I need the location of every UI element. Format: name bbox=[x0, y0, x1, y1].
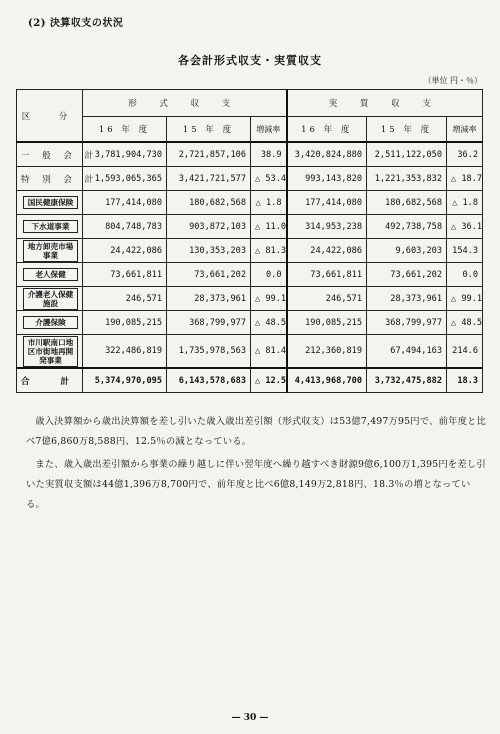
row-label: 介護保険 bbox=[23, 316, 78, 329]
total-formal-rate: △ 12.5 bbox=[251, 368, 287, 393]
cell-formal-y16: 190,085,215 bbox=[83, 311, 167, 335]
total-real-y16: 4,413,968,700 bbox=[287, 368, 367, 393]
cell-real-y15: 28,373,961 bbox=[367, 287, 447, 311]
row-label-cell bbox=[17, 215, 83, 239]
cell-real-y15: 9,603,203 bbox=[367, 239, 447, 263]
header-formal-y15: 15 年 度 bbox=[167, 117, 251, 143]
unit-label: （単位 円・％） bbox=[423, 76, 482, 85]
cell-real-rate: 36.2 bbox=[447, 142, 483, 167]
header-real-y15: 15 年 度 bbox=[367, 117, 447, 143]
total-real-y15: 3,732,475,882 bbox=[367, 368, 447, 393]
cell-real-y15: 2,511,122,050 bbox=[367, 142, 447, 167]
cell-formal-rate: △ 99.1 bbox=[251, 287, 287, 311]
cell-formal-rate: 0.0 bbox=[251, 263, 287, 287]
total-formal-y16: 5,374,970,095 bbox=[83, 368, 167, 393]
total-label: 合 計 bbox=[17, 368, 83, 393]
table-row bbox=[17, 335, 483, 369]
cell-real-y16: 993,143,820 bbox=[287, 167, 367, 191]
total-formal-y15: 6,143,578,683 bbox=[167, 368, 251, 393]
paragraph-formal: 歳入決算額から歳出決算額を差し引いた歳入歳出差引額（形式収支）は53億7,497万95円で、前年度と比べ7億6,860万8,588円、12.5％の減となっている。 bbox=[26, 416, 487, 448]
cell-formal-y15: 73,661,202 bbox=[167, 263, 251, 287]
cell-real-y16: 190,085,215 bbox=[287, 311, 367, 335]
table-row bbox=[17, 167, 483, 191]
cell-formal-y16: 73,661,811 bbox=[83, 263, 167, 287]
cell-formal-y16: 246,571 bbox=[83, 287, 167, 311]
total-row bbox=[17, 368, 483, 393]
cell-formal-y15: 368,799,977 bbox=[167, 311, 251, 335]
cell-formal-rate: △ 81.3 bbox=[251, 239, 287, 263]
cell-formal-y16: 1,593,065,365 bbox=[83, 167, 167, 191]
cell-formal-y16: 24,422,086 bbox=[83, 239, 167, 263]
row-label: 下水道事業 bbox=[23, 220, 78, 233]
header-real-rate: 増減率 bbox=[447, 117, 483, 143]
header-formal-rate: 増減率 bbox=[251, 117, 287, 143]
cell-real-rate: △ 1.8 bbox=[447, 191, 483, 215]
cell-formal-rate: △ 1.8 bbox=[251, 191, 287, 215]
cell-real-y16: 73,661,811 bbox=[287, 263, 367, 287]
cell-formal-rate: △ 81.4 bbox=[251, 335, 287, 369]
balance-table bbox=[16, 89, 483, 393]
row-label-cell bbox=[17, 191, 83, 215]
cell-formal-rate: △ 48.5 bbox=[251, 311, 287, 335]
page-number: — 30 — bbox=[231, 713, 269, 723]
table-row bbox=[17, 239, 483, 263]
section-title: (2) 決算収支の状況 bbox=[28, 18, 124, 29]
cell-real-rate: 0.0 bbox=[447, 263, 483, 287]
cell-formal-y15: 130,353,203 bbox=[167, 239, 251, 263]
table-row bbox=[17, 191, 483, 215]
header-formal-y16: 16 年 度 bbox=[83, 117, 167, 143]
cell-real-rate: △ 99.1 bbox=[447, 287, 483, 311]
cell-real-y16: 3,420,824,880 bbox=[287, 142, 367, 167]
table-row bbox=[17, 287, 483, 311]
cell-formal-y16: 804,748,783 bbox=[83, 215, 167, 239]
table-row bbox=[17, 215, 483, 239]
cell-formal-y15: 903,872,103 bbox=[167, 215, 251, 239]
row-label-cell bbox=[17, 263, 83, 287]
table-row bbox=[17, 263, 483, 287]
cell-real-y16: 246,571 bbox=[287, 287, 367, 311]
cell-formal-y15: 180,682,568 bbox=[167, 191, 251, 215]
cell-formal-y16: 322,486,819 bbox=[83, 335, 167, 369]
row-label-cell bbox=[17, 287, 83, 311]
cell-real-y15: 67,494,163 bbox=[367, 335, 447, 369]
cell-real-rate: △ 18.7 bbox=[447, 167, 483, 191]
cell-real-y15: 73,661,202 bbox=[367, 263, 447, 287]
header-category: 区 分 bbox=[17, 90, 83, 143]
cell-real-rate: △ 48.5 bbox=[447, 311, 483, 335]
row-label: 特 別 会 計 bbox=[17, 167, 83, 191]
row-label: 一 般 会 計 bbox=[17, 142, 83, 167]
row-label: 地方卸売市場事業 bbox=[23, 240, 78, 262]
cell-formal-y15: 2,721,857,106 bbox=[167, 142, 251, 167]
cell-formal-rate: △ 53.4 bbox=[251, 167, 287, 191]
table-row bbox=[17, 311, 483, 335]
cell-formal-rate: 38.9 bbox=[251, 142, 287, 167]
header-real-y16: 16 年 度 bbox=[287, 117, 367, 143]
row-label: 老人保健 bbox=[23, 268, 78, 281]
table-title: 各会計形式収支・実質収支 bbox=[178, 54, 322, 67]
row-label: 市川駅南口地区市街地再開発事業 bbox=[23, 336, 78, 367]
paragraph-real: また、歳入歳出差引額から事業の繰り越しに伴い翌年度へ繰り越すべき財源9億6,100万1,395円を差し引いた実質収支額は44億1,396万8,700円で、前年度と比べ6億8,149万2,818円、18.3％の増となっている。 bbox=[26, 459, 486, 511]
header-real: 実 質 収 支 bbox=[287, 90, 483, 117]
cell-real-y16: 212,360,819 bbox=[287, 335, 367, 369]
cell-formal-y15: 3,421,721,577 bbox=[167, 167, 251, 191]
table-row bbox=[17, 142, 483, 167]
cell-formal-rate: △ 11.0 bbox=[251, 215, 287, 239]
row-label: 国民健康保険 bbox=[23, 196, 78, 209]
cell-real-y16: 24,422,086 bbox=[287, 239, 367, 263]
cell-formal-y16: 3,781,904,730 bbox=[83, 142, 167, 167]
row-label-cell bbox=[17, 239, 83, 263]
cell-real-y15: 368,799,977 bbox=[367, 311, 447, 335]
row-label-cell bbox=[17, 311, 83, 335]
cell-real-rate: △ 36.1 bbox=[447, 215, 483, 239]
cell-real-rate: 214.6 bbox=[447, 335, 483, 369]
cell-formal-y16: 177,414,080 bbox=[83, 191, 167, 215]
cell-formal-y15: 28,373,961 bbox=[167, 287, 251, 311]
cell-real-rate: 154.3 bbox=[447, 239, 483, 263]
cell-real-y16: 314,953,238 bbox=[287, 215, 367, 239]
total-real-rate: 18.3 bbox=[447, 368, 483, 393]
cell-formal-y15: 1,735,978,563 bbox=[167, 335, 251, 369]
cell-real-y15: 180,682,568 bbox=[367, 191, 447, 215]
cell-real-y15: 1,221,353,832 bbox=[367, 167, 447, 191]
row-label-cell bbox=[17, 335, 83, 369]
header-formal: 形 式 収 支 bbox=[83, 90, 287, 117]
cell-real-y16: 177,414,080 bbox=[287, 191, 367, 215]
cell-real-y15: 492,738,758 bbox=[367, 215, 447, 239]
row-label: 介護老人保健施設 bbox=[23, 288, 78, 310]
